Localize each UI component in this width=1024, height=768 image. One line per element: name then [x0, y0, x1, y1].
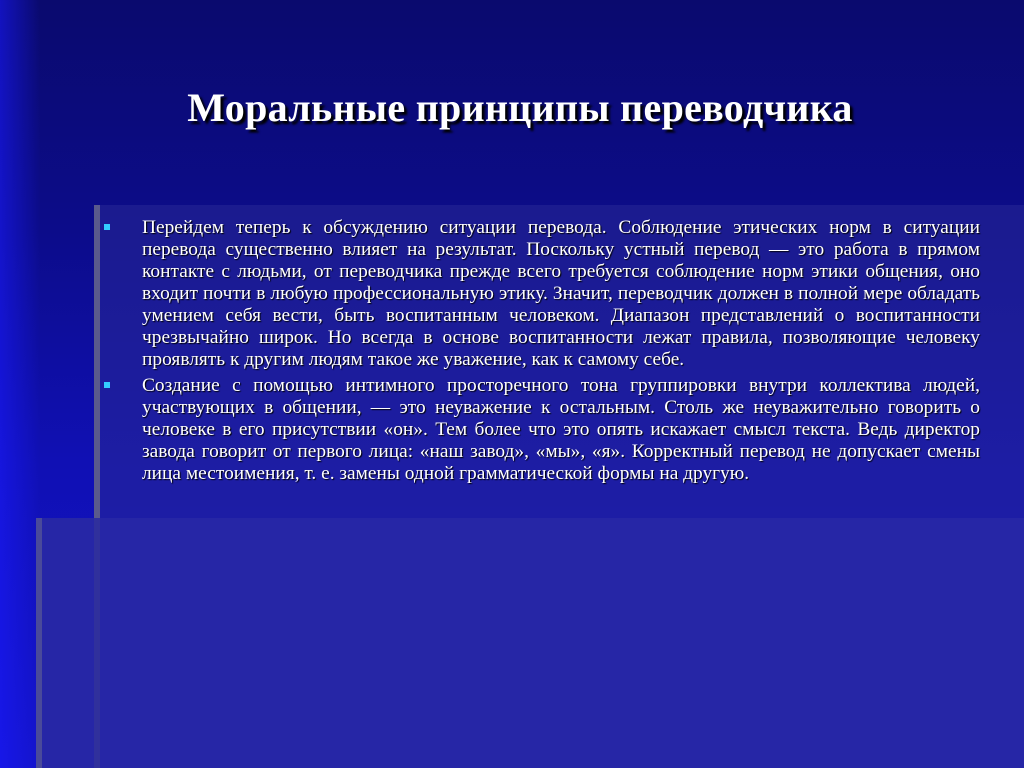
square-bullet-icon: [104, 382, 110, 388]
bullet-item: [104, 217, 980, 371]
content-panel-edge: [94, 205, 100, 518]
bullet-text: Перейдем теперь к обсуждению ситуации перевода. Соблюдение этических норм в ситуации перевода существенно влияет на результат. Поскольку устный перевод — это работа в прямом контакте с людьми, от переводчика прежде всего требуется соблюдение норм этики общения, оно входит почти в любую профессиональную этику. Значит, переводчик должен в полной мере обладать умением себя вести, быть воспитанным человеком. Диапазон представлений о воспитанности чрезвычайно широк. Но всегда в основе воспитанности лежат правила, позволяющие человеку проявлять к другим людям такое же уважение, как к самому себе.: [142, 217, 980, 370]
decorative-panel-lower: [36, 518, 1024, 768]
decorative-panel-lower-inner-edge: [94, 518, 100, 768]
bullet-item: [104, 375, 980, 485]
slide-title: Моральные принципы переводчика: [187, 85, 853, 130]
square-bullet-icon: [104, 224, 110, 230]
bullet-list: [104, 217, 980, 489]
bullet-text: Создание с помощью интимного просторечного тона группировки внутри коллектива людей, участвующих в общении, — это неуважение к остальным. Столь же неуважительно говорить о человеке в его присутствии «он». Тем более что это опять искажает смысл текста. Ведь директор завода говорит от первого лица: «наш завод», «мы», «я». Корректный перевод не допускает смены лица местоимения, т. е. замены одной грамматической формы на другую.: [142, 375, 980, 484]
decorative-panel-lower-edge: [36, 518, 42, 768]
